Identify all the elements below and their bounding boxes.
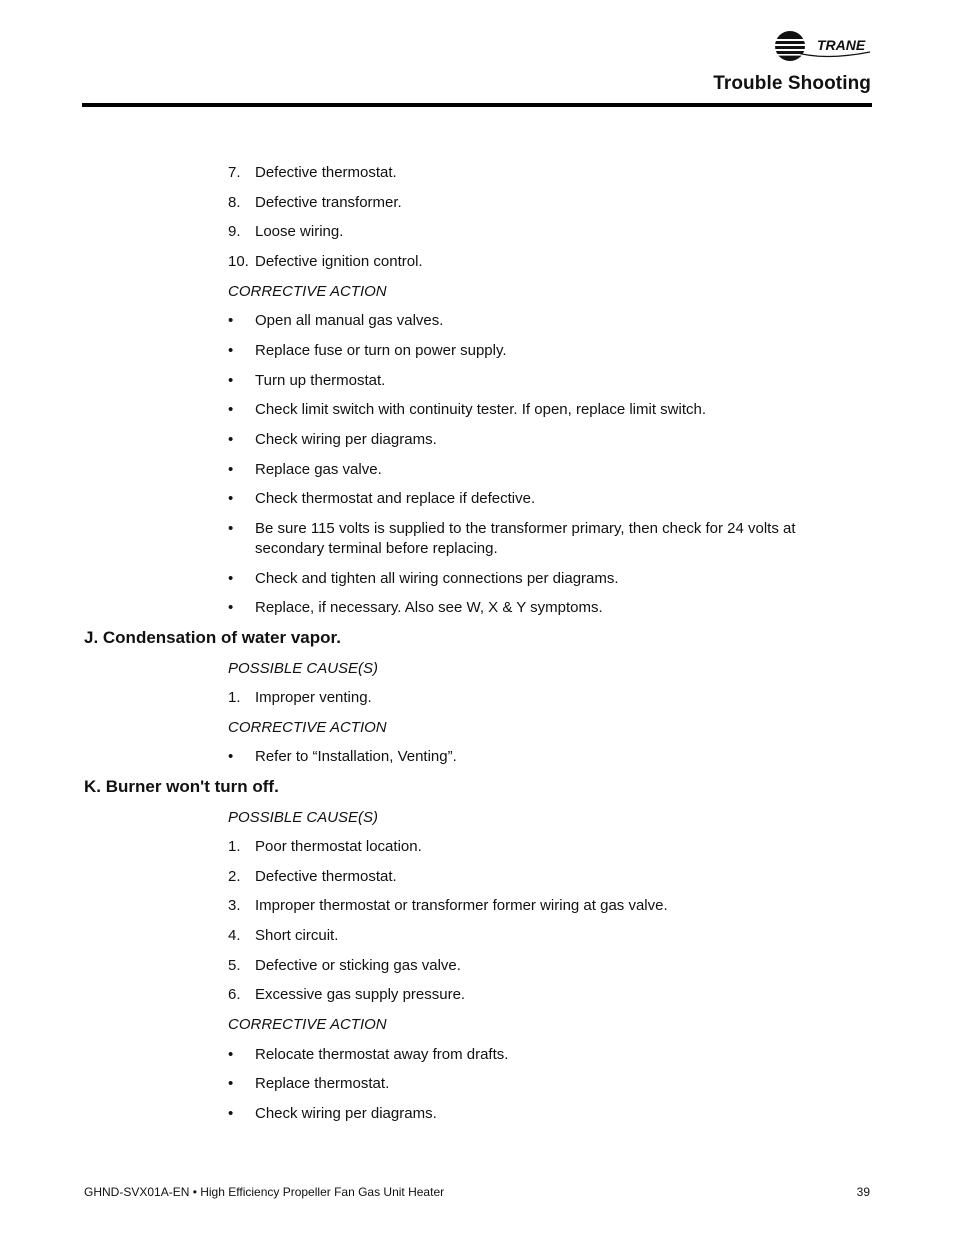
item-text: Check and tighten all wiring connections per diagrams. <box>255 569 619 587</box>
subsection-label: POSSIBLE CAUSE(S) <box>228 808 379 826</box>
item-text: Improper venting. <box>255 689 372 707</box>
item-number: 1. <box>228 838 241 855</box>
item-text: Open all manual gas valves. <box>255 312 444 330</box>
item-text: Relocate thermostat away from drafts. <box>255 1045 509 1063</box>
item-text: Excessive gas supply pressure. <box>255 986 466 1004</box>
numbered-item <box>0 222 855 242</box>
bullet-marker: • <box>228 748 234 766</box>
numbered-item <box>0 956 855 976</box>
item-number: 2. <box>228 867 241 885</box>
subsection-label: POSSIBLE CAUSE(S) <box>228 659 379 677</box>
bullet-marker: • <box>228 1105 234 1122</box>
bullet-marker: • <box>228 431 234 448</box>
item-number: 5. <box>228 956 241 974</box>
item-number: 6. <box>228 986 241 1004</box>
bullet-marker: • <box>228 490 234 508</box>
svg-text:TRANE: TRANE <box>817 37 866 53</box>
numbered-item <box>0 688 855 708</box>
bullet-marker: • <box>228 312 234 330</box>
subsection-label: CORRECTIVE ACTION <box>228 282 387 300</box>
item-text: Check wiring per diagrams. <box>255 431 437 448</box>
bullet-marker: • <box>228 460 234 478</box>
section-title: Trouble Shooting <box>713 73 871 94</box>
item-text: Check thermostat and replace if defective. <box>255 490 536 508</box>
item-number: 4. <box>228 927 241 945</box>
item-text: Poor thermostat location. <box>255 838 422 855</box>
item-text: Loose wiring. <box>255 223 344 241</box>
bullet-item <box>0 519 855 559</box>
item-text: Defective or sticking gas valve. <box>255 956 461 974</box>
bullet-item <box>0 1074 855 1094</box>
subsection-label: CORRECTIVE ACTION <box>228 1016 387 1034</box>
item-text: Check wiring per diagrams. <box>255 1105 437 1122</box>
item-text: Check limit switch with continuity tester. If open, replace limit switch. <box>255 401 706 419</box>
bullet-item <box>0 341 855 361</box>
item-text: Defective ignition control. <box>255 253 423 271</box>
bullet-item <box>0 400 855 420</box>
numbered-item <box>0 163 855 183</box>
bullet-item <box>0 598 855 618</box>
section-heading: K. Burner won't turn off. <box>84 777 279 796</box>
numbered-item <box>0 252 855 272</box>
page-number: 39 <box>856 1185 870 1199</box>
numbered-item <box>0 926 855 946</box>
subsection-label: CORRECTIVE ACTION <box>228 718 387 736</box>
bullet-item <box>0 371 855 391</box>
bullet-item <box>0 460 855 480</box>
bullet-item <box>0 311 855 331</box>
numbered-item <box>0 867 855 887</box>
item-text: Defective thermostat. <box>255 164 397 181</box>
page-content <box>0 163 954 1134</box>
item-text: Be sure 115 volts is supplied to the transformer primary, then check for 24 volts at secondary terminal before replacing. <box>255 520 796 558</box>
bullet-item <box>0 1104 855 1124</box>
bullet-item <box>0 747 855 767</box>
bullet-item <box>0 489 855 509</box>
item-text: Replace thermostat. <box>255 1075 390 1093</box>
numbered-item <box>0 896 855 916</box>
item-text: Defective transformer. <box>255 193 402 211</box>
item-number: 8. <box>228 193 241 211</box>
bullet-marker: • <box>228 341 234 359</box>
bullet-marker: • <box>228 1075 234 1093</box>
item-number: 10. <box>228 253 249 271</box>
numbered-item <box>0 837 855 857</box>
bullet-marker: • <box>228 520 234 538</box>
bullet-item <box>0 1045 855 1065</box>
item-text: Short circuit. <box>255 927 339 945</box>
item-text: Refer to “Installation, Venting”. <box>255 748 457 766</box>
item-number: 7. <box>228 164 241 181</box>
item-number: 1. <box>228 689 241 707</box>
item-text: Improper thermostat or transformer former wiring at gas valve. <box>255 897 668 915</box>
bullet-marker: • <box>228 401 234 419</box>
bullet-marker: • <box>228 599 234 617</box>
item-text: Defective thermostat. <box>255 867 397 885</box>
numbered-item <box>0 193 855 213</box>
item-text: Turn up thermostat. <box>255 371 386 389</box>
item-text: Replace fuse or turn on power supply. <box>255 341 507 359</box>
bullet-marker: • <box>228 1045 234 1063</box>
header-rule <box>82 103 872 107</box>
trane-logo <box>774 30 874 62</box>
item-number: 3. <box>228 897 241 915</box>
bullet-item <box>0 569 855 589</box>
item-number: 9. <box>228 223 241 241</box>
footer-doc-info: GHND-SVX01A-EN • High Efficiency Propeller Fan Gas Unit Heater <box>84 1185 445 1199</box>
item-text: Replace, if necessary. Also see W, X & Y symptoms. <box>255 599 603 617</box>
bullet-marker: • <box>228 371 234 389</box>
section-heading: J. Condensation of water vapor. <box>84 628 341 648</box>
bullet-marker: • <box>228 569 234 587</box>
bullet-item <box>0 430 855 450</box>
numbered-item <box>0 985 855 1005</box>
item-text: Replace gas valve. <box>255 460 382 478</box>
